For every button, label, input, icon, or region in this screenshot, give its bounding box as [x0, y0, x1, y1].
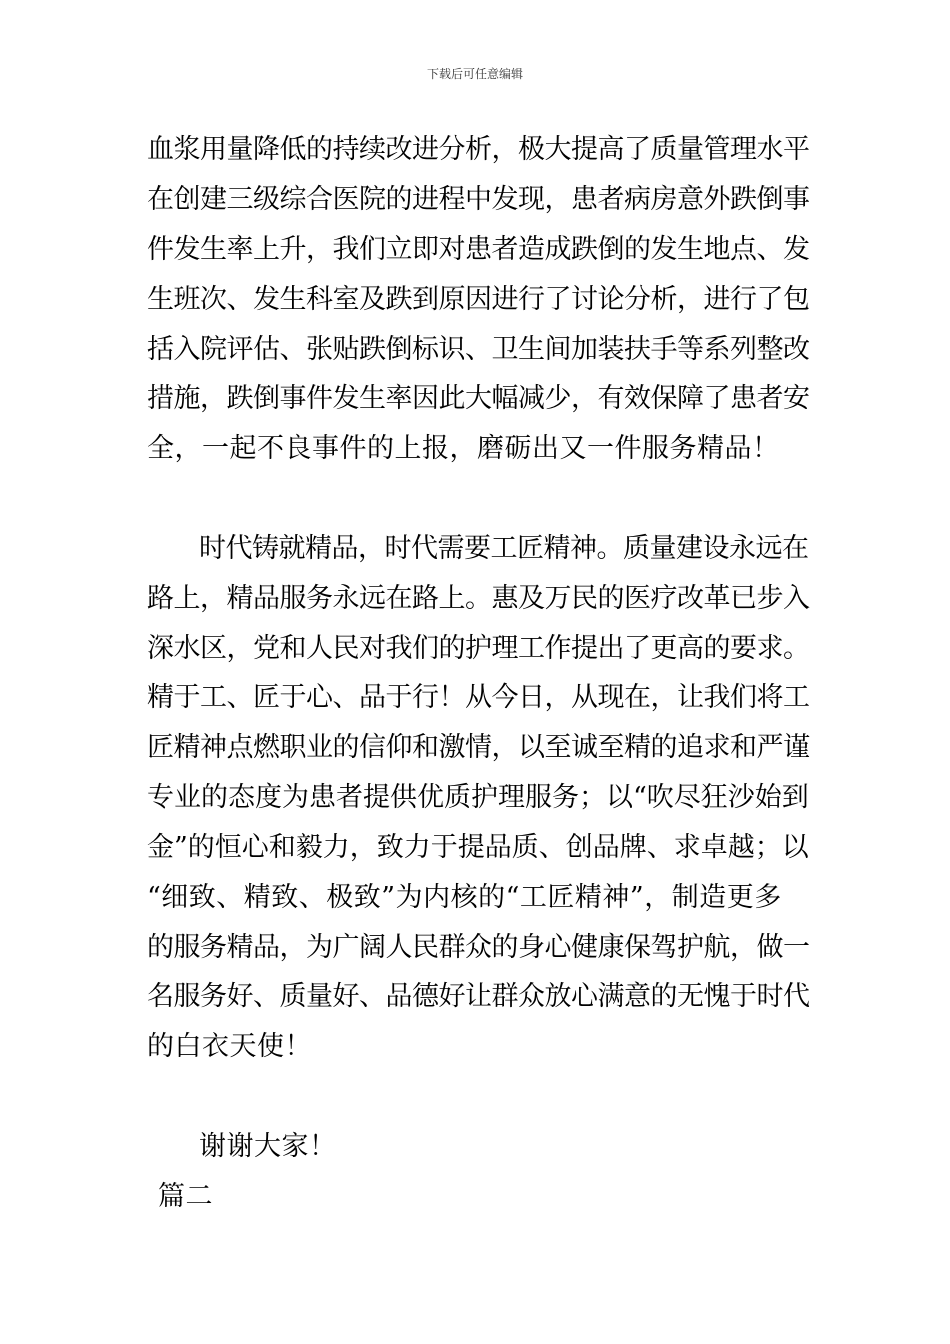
text-line: 匠精神点燃职业的信仰和激情，以至诚至精的追求和严谨: [147, 732, 810, 763]
closing-text: 谢谢大家！: [199, 1131, 337, 1162]
text-line: 名服务好、质量好、品德好让群众放心满意的无愧于时代: [147, 981, 810, 1012]
text-line: 括入院评估、张贴跌倒标识、卫生间加装扶手等系列整改: [147, 334, 810, 365]
section-label: 篇二: [158, 1181, 213, 1212]
text-line: 的服务精品，为广阔人民群众的身心健康保驾护航，做一: [147, 932, 810, 963]
text-line: 全，一起不良事件的上报，磨砺出又一件服务精品！: [147, 433, 780, 464]
text-line: 在创建三级综合医院的进程中发现，患者病房意外跌倒事: [147, 184, 810, 215]
text-line: 生班次、发生科室及跌到原因进行了讨论分析，进行了包: [147, 284, 810, 315]
text-line: “细致、精致、极致”为内核的“工匠精神”，制造更多: [147, 882, 782, 913]
text-line: 的白衣天使！: [147, 1031, 312, 1062]
text-line: 时代铸就精品，时代需要工匠精神。质量建设永远在: [199, 533, 809, 564]
text-line: 专业的态度为患者提供优质护理服务；以“吹尽狂沙始到: [147, 782, 809, 813]
text-line: 金”的恒心和毅力，致力于提品质、创品牌、求卓越；以: [147, 832, 809, 863]
text-line: 血浆用量降低的持续改进分析，极大提高了质量管理水平: [147, 134, 810, 165]
text-line: 深水区，党和人民对我们的护理工作提出了更高的要求。: [147, 633, 810, 664]
text-line: 件发生率上升，我们立即对患者造成跌倒的发生地点、发: [147, 234, 810, 265]
text-line: 精于工、匠于心、品于行！从今日，从现在，让我们将工: [147, 682, 810, 713]
text-line: 措施，跌倒事件发生率因此大幅减少，有效保障了患者安: [147, 383, 810, 414]
text-line: 路上，精品服务永远在路上。惠及万民的医疗改革已步入: [147, 583, 810, 614]
page-header: 下载后可任意编辑: [426, 67, 523, 81]
